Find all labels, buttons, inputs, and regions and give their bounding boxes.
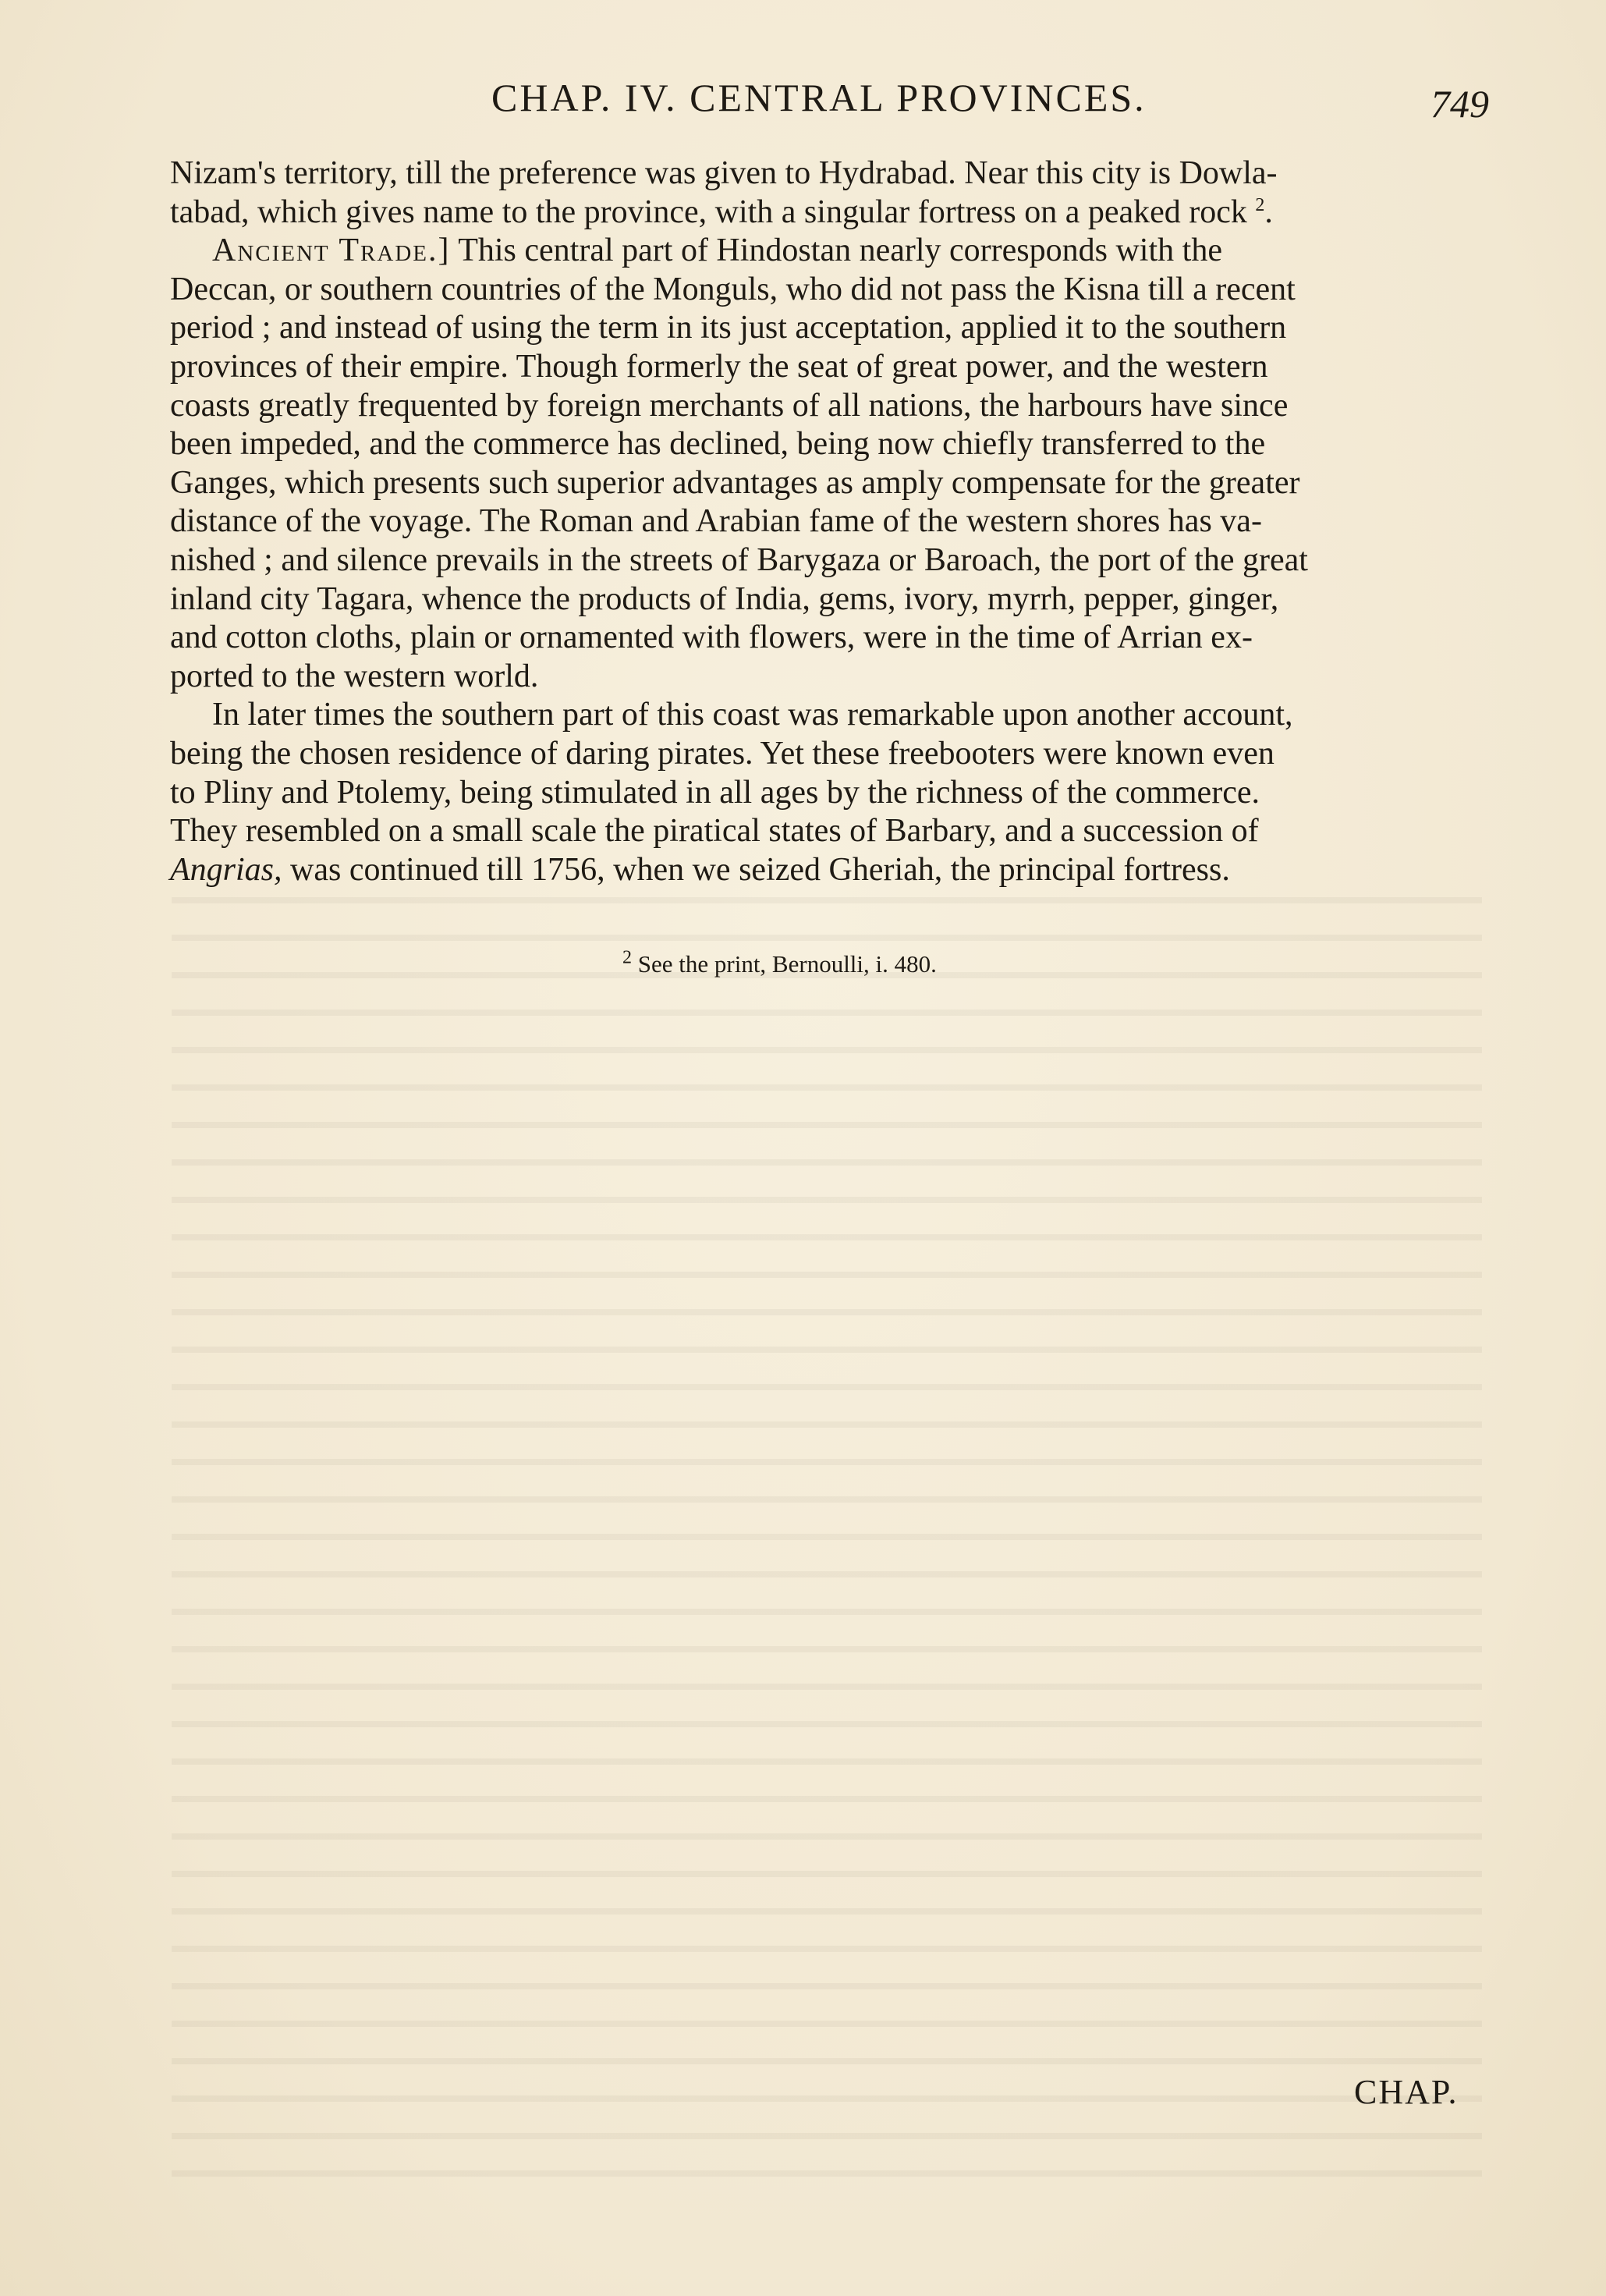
line-text: period ; and instead of using the term in its just acceptation, applied it to the southern <box>170 310 1287 346</box>
text-line <box>170 541 1490 580</box>
text-line <box>170 696 1490 735</box>
text-line <box>170 193 1490 232</box>
line-text: been impeded, and the commerce has declined, being now chiefly transferred to the <box>170 426 1266 463</box>
text-line <box>170 387 1490 426</box>
text-line <box>170 619 1490 658</box>
line-text: Ganges, which presents such superior advantages as amply compensate for the greater <box>170 464 1300 501</box>
footnote-marker: 2 <box>622 947 632 968</box>
text-line <box>170 502 1490 541</box>
line-text: inland city Tagara, whence the products of India, gems, ivory, myrrh, pepper, ginger, <box>170 580 1279 617</box>
line-text: distance of the voyage. The Roman and Arabian fame of the western shores has va- <box>170 503 1262 540</box>
text-line <box>170 271 1490 310</box>
line-text: provinces of their empire. Though formerly the seat of great power, and the western <box>170 348 1268 385</box>
show-through-text <box>172 874 1482 2200</box>
catchword: CHAP. <box>1354 2073 1459 2111</box>
section-heading: Ancient Trade.] <box>212 232 451 269</box>
line-text: They resembled on a small scale the piratical states of Barbary, and a succession of <box>170 813 1259 850</box>
line-text: coasts greatly frequented by foreign merchants of all nations, the harbours have since <box>170 387 1289 424</box>
line-text: being the chosen residence of daring pirates. Yet these freebooters were known even <box>170 735 1275 772</box>
text-line <box>170 774 1490 813</box>
text-line <box>170 348 1490 387</box>
line-text: to Pliny and Ptolemy, being stimulated in all ages by the richness of the commerce. <box>170 774 1260 811</box>
text-line <box>170 580 1490 619</box>
line-text: nished ; and silence prevails in the streets of Barygaza or Baroach, the port of the great <box>170 541 1308 578</box>
line-text: and cotton cloths, plain or ornamented with flowers, were in the time of Arrian ex- <box>170 619 1253 656</box>
running-head: CHAP. IV. CENTRAL PROVINCES. <box>491 76 1147 119</box>
line-text: In later times the southern part of this coast was remarkable upon another account, <box>212 697 1293 733</box>
text-line <box>170 425 1490 464</box>
body-text <box>170 154 1490 889</box>
line-text: Ancient Trade.] This central part of Hindostan nearly corresponds with the <box>212 232 1222 269</box>
line-text: ported to the western world. <box>170 658 539 694</box>
text-line <box>170 735 1490 774</box>
page-number: 749 <box>1431 82 1489 126</box>
italic-name: Angrias, <box>170 851 282 888</box>
footnote-text: See the print, Bernoulli, i. 480. <box>637 950 937 978</box>
line-text: Angrias, was continued till 1756, when we seized Gheriah, the principal fortress. <box>170 851 1230 888</box>
text-line <box>170 658 1490 697</box>
footnote-reference: 2 <box>1255 194 1265 215</box>
line-text: Nizam's territory, till the preference was given to Hydrabad. Near this city is Dowla- <box>170 155 1278 191</box>
text-line <box>170 154 1490 193</box>
text-line <box>170 464 1490 503</box>
text-line <box>170 812 1490 851</box>
text-line <box>170 232 1490 271</box>
line-text: Deccan, or southern countries of the Monguls, who did not pass the Kisna till a recent <box>170 271 1296 307</box>
text-line <box>170 309 1490 348</box>
line-text: tabad, which gives name to the province, with a singular fortress on a peaked rock $^2$. <box>170 193 1273 230</box>
